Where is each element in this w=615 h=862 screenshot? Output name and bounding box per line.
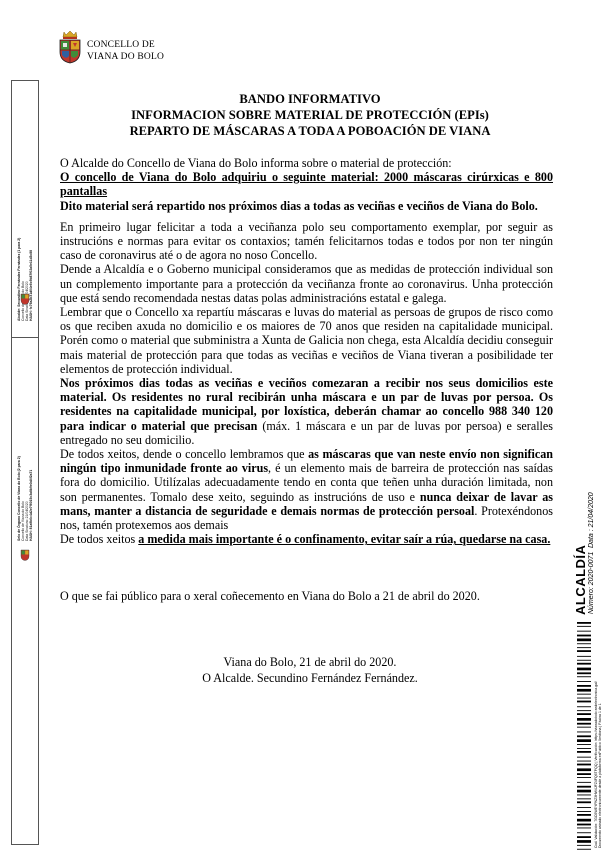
signature-block-1 — [17, 238, 33, 321]
title-line-2: INFORMACION SOBRE MATERIAL DE PROTECCIÓN (EPIs) — [131, 108, 489, 122]
paragraph-5-bold-2: nunca deixar de lavar as mans, manter a distancia de seguridade e demais normas de protección persoal — [60, 489, 553, 518]
title-line-3: REPARTO DE MÁSCARAS A TODA A POBOACIÓN DE VIANA — [129, 124, 491, 138]
validation-text — [594, 681, 602, 848]
sig2-line-2: Concello de Viana do Bolo — [21, 501, 25, 541]
place-date: Viana do Bolo, 21 de abril do 2020. — [223, 655, 397, 669]
sig1-line-4: HASH: fc76a2b31d04e6c9b87f02a5e11d3c88 — [29, 249, 33, 321]
org-line-1: CONCELLO DE — [87, 40, 155, 50]
document-date: Data : 21/04/2020 — [588, 492, 595, 548]
signature-block-2 — [17, 456, 33, 541]
department-label: ALCALDÍA — [573, 544, 588, 615]
paragraph-4-bold: Nos próximos dias todas as veciñas e veciños comezaran a recibir nos seus domicilios este material. Os residentes no rural recibirán unha máscara e un par de luvas por persoa. Os residentes na capitalidade municipal, por loxística, deberán chamar ao concello 988 340 120 para indicar o material que precisan — [60, 376, 553, 433]
paragraph-5-c: . Protexéndonos nos, tamén protexemos aos demais — [60, 503, 553, 533]
paragraph-6-bold: a medida mais importante é o confinamento, evitar saír a rúa, quedarse na casa. — [138, 532, 551, 547]
intro-paragraph: O Alcalde do Concello de Viana do Bolo informa sobre o material de protección: — [60, 156, 452, 170]
document-title — [60, 91, 560, 139]
closing-statement: O que se fai público para o xeral coñecemento en Viana do Bolo a 21 de abril do 2020. — [60, 589, 480, 603]
title-line-1: BANDO INFORMATIVO — [239, 92, 381, 106]
paragraph-1: En primeiro lugar felicitar a toda a veciñanza polo seu comportamento exemplar, por seguir as instrucións e normas para evitar os contaxios; tamén felicitarnos todas e todos por non ter ningún caso de coronavirus até o de agora no noso Concello. — [60, 219, 553, 263]
signer-name: O Alcalde. Secundino Fernández Fernández. — [202, 671, 418, 685]
material-paragraph: O concello de Viana do Bolo adquiriu o seguinte material: 2000 máscaras cirúrxicas e 800 pantallas — [60, 170, 553, 199]
paragraph-3: Lembrar que o Concello xa repartíu máscaras e luvas do material as persoas de grupos de risco como os que reciben axuda no domicilio e os maiores de 70 anos que residen na capitalidade municipal. Porén como o material que subministra a Xunta de Galicia non chega, esta Alcaldía decidiu conseguir mais material de protección para que todas as veciñas e veciños de Viana tiveran a posibilidade ter elementos de protección individual. — [60, 305, 553, 376]
validation-line-2: Documento asinado electronicamente desde a plataforma esPublico Xestiona | Páxina 1 de 1 — [598, 703, 603, 848]
sig1-line-1: Alcalde: Secundino Fernández Fernández (1 para 2) — [17, 237, 21, 321]
organization-name — [87, 39, 164, 63]
paragraph-4 — [60, 376, 553, 447]
paragraph-5 — [60, 447, 553, 532]
paragraph-4-rest: (máx. 1 máscara e un par de luvas por persoa) e seralles entregado no seu domicilio. — [60, 418, 553, 447]
signature-strip — [11, 80, 39, 845]
coat-of-arms-logo — [58, 30, 82, 64]
paragraph-6-a: De todos xeitos — [60, 532, 139, 547]
paragraph-5-a: De todos xeitos, dende o concello lembramos que — [60, 447, 309, 462]
strip-divider — [12, 337, 38, 338]
paragraph-2: Dende a Alcaldía e o Goberno municipal consideramos que as medidas de protección individual son un complemento importante para a protección da veciñanza fronte ao coronavirus. Unha protección que está sendo recomendada nestas datas polas administracións estatal e galega. — [60, 262, 553, 305]
sig2-line-4: HASH: 81a9b0c4d2e7f6015c3a8b9e0d4f2a71 — [29, 469, 33, 541]
paragraph-6 — [60, 532, 553, 546]
org-line-2: VIANA DO BOLO — [87, 52, 165, 62]
document-body — [60, 156, 553, 546]
barcode-icon — [577, 622, 591, 850]
sig2-line-3: Data Sinatura: 21/04/2020 — [25, 501, 29, 541]
sig2-line-1: Selo de Órgano Concello de Viana do Bolo (2 para 2) — [17, 456, 21, 541]
organ-seal-icon — [20, 549, 30, 561]
document-number: Número: 2020-0071 — [588, 551, 595, 614]
distribution-paragraph: Dito material será repartido nos próximos dias a todas as veciñas e veciños de Viana do Bolo. — [60, 198, 538, 213]
signature-seal-icon — [20, 293, 30, 305]
signature-block — [110, 654, 510, 686]
validation-line-1: Cod. Validación: 7GC6WEYFNZ3HW4JFZ4FQ6TPQQ | Verificación: https://vianadobolo.sedelectronica.gal/ — [594, 681, 598, 848]
paragraph-5-bold-1: as máscaras que van neste envío non significan ningún tipo inmunidade fronte ao virus — [60, 447, 554, 476]
paragraph-5-b: , é un elemento mais de barreira de protección nas saídas fora do domicilio. Utilízalas adecuadamente tendo en conta que teñen unha duración limitada, non son permanentes. Tomalo dese xeito, seguindo as instrucións de uso e — [60, 461, 553, 504]
